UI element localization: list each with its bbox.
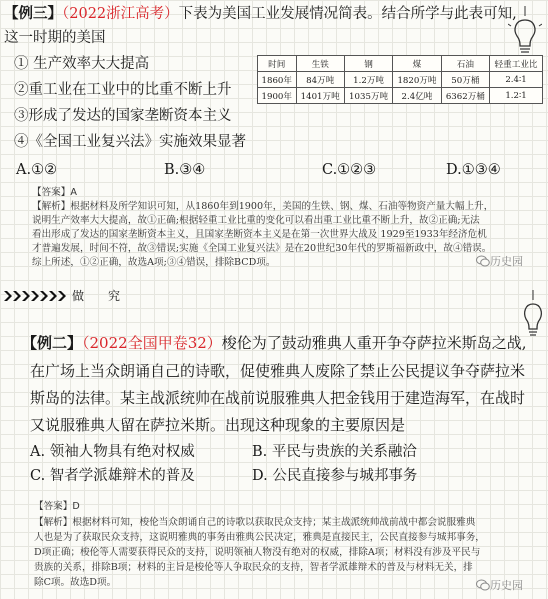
example3-statement-2: ②重工业在工业中的比重不断上升 [14, 82, 232, 98]
wechat-icon [476, 255, 490, 267]
wechat-icon [476, 579, 490, 591]
example2-analysis-line: 【解析】根据材料可知，梭伦当众朗诵自己的诗歌以获取民众支持；某主战派统帅战前战中都会说服雅典 [34, 517, 476, 528]
example3-statement-3: ③形成了发达的国家垄断资本主义 [14, 108, 232, 124]
example3-answer: 【答案】A [32, 187, 77, 198]
example2-tag: 【例二】 [22, 334, 83, 352]
example2-analysis-line: 人也是为了获取民众支持，这说明雅典的事务由雅典公民决定，雅典是直接民主，公民直接参与城邦事务， [34, 532, 485, 543]
example3-analysis-line: 才普遍发展，时间不符，故③错误;实施《全国工业复兴法》是在20世纪30年代的罗斯福新政中，故④错误。 [32, 243, 492, 254]
example3-analysis-line: 看出形成了发达的国家垄断资本主义，且国家垄断资本主义是在第一次世界大战及 1929至1933年经济危机 [32, 229, 487, 240]
example2-answer: 【答案】D [34, 501, 80, 512]
watermark-text: 历史园 [490, 579, 523, 592]
example3-stem-line2: 这一时期的美国 [4, 30, 106, 46]
example2-analysis-line: D项正确；梭伦等人需要获得民众的支持，说明领袖人物没有绝对的权威，排除A项；材料没有涉及平民与 [34, 547, 481, 558]
table-header-cell: 石油 [441, 56, 489, 72]
table-cell: 1.2∶1 [490, 88, 543, 104]
example2-option-d: D. 公民直接参与城邦事务 [252, 468, 418, 484]
table-cell: 1035万吨 [344, 88, 392, 104]
example2-option-b: B. 平民与贵族的关系融洽 [252, 444, 417, 460]
table-cell: 50万桶 [441, 72, 489, 88]
table-header-row [258, 56, 543, 72]
table-cell: 1900年 [258, 88, 297, 104]
example3-stem-text: 下表为美国工业发展情况简表。结合所学与此表可知, [178, 6, 517, 22]
example2-option-c: C. 智者学派雄辩术的普及 [30, 468, 195, 484]
example2-analysis-line: 除C项。故选D项。 [34, 577, 117, 588]
watermark [476, 574, 523, 593]
example3-statement-1: ① 生产效率大大提高 [14, 56, 150, 72]
example2-stem-line1 [22, 331, 527, 355]
table-cell: 6362万桶 [441, 88, 489, 104]
table-cell: 1860年 [258, 72, 297, 88]
example3-statement-4: ④《全国工业复兴法》实施效果显著 [14, 134, 246, 150]
table-cell: 2.4∶1 [490, 72, 543, 88]
example2-analysis-line: 贵族的关系，排除B项；材料的主旨是梭伦等人争取民众的支持，智者学派雄辩术的普及与材料无关，排 [34, 562, 473, 573]
watermark-text: 历史园 [490, 255, 523, 268]
example2-stem-line3: 斯岛的法律。某主战派统帅在战前说服雅典人把金钱用于建造海军，在战时 [30, 389, 526, 407]
example2-source: （2022全国甲卷32） [82, 334, 222, 352]
table-header-cell: 时间 [258, 56, 297, 72]
table-cell: 2.4亿吨 [393, 88, 441, 104]
lightbulb-icon [508, 6, 542, 66]
divider-label: 做 究 [72, 289, 121, 303]
example3-tag: 【例三】 [4, 5, 62, 22]
industry-table [257, 55, 543, 104]
table-row [258, 88, 543, 104]
watermark [476, 250, 523, 269]
table-header-cell: 轻重工业比 [490, 56, 543, 72]
example2-stem-line2: 在广场上当众朗诵自己的诗歌，促使雅典人废除了禁止公民提议争夺萨拉米 [30, 362, 526, 380]
table-cell: 1820万吨 [393, 72, 441, 88]
example3-option-d: D.①③④ [446, 162, 501, 178]
example3-analysis-line: 综上所述，①②正确，故选A项;③④错误，排除BCD项。 [32, 257, 276, 268]
table-header-cell: 煤 [393, 56, 441, 72]
table-cell: 1401万吨 [296, 88, 344, 104]
example2-option-a: A. 领袖人物具有绝对权威 [30, 444, 195, 460]
example3-analysis-line: 说明生产效率大大提高，故①正确;根据轻重工业比重的变化可以看出重工业比重不断上升，故②正确;无法 [32, 215, 480, 226]
example3-source: （2022浙江高考） [62, 6, 179, 22]
table-header-cell: 钢 [344, 56, 392, 72]
example2-stem-text: 梭伦为了鼓动雅典人重开争夺萨拉米斯岛之战, [221, 334, 527, 352]
example3-analysis-line: 【解析】根据材料及所学知识可知，从1860年到1900年，美国的生铁、钢、煤、石油等物资产量大幅上升， [32, 201, 494, 212]
chevrons-icon [4, 290, 66, 302]
table-cell: 84万吨 [296, 72, 344, 88]
table-header-cell: 生铁 [296, 56, 344, 72]
table-row [258, 72, 543, 88]
example2-stem-line4: 又说服雅典人留在萨拉米斯。出现这种现象的主要原因是 [30, 416, 406, 434]
section-divider [4, 287, 120, 304]
table-cell: 1.2万吨 [344, 72, 392, 88]
example3-option-a: A.①② [16, 162, 58, 178]
example3-stem-line1 [4, 2, 517, 26]
example3-option-b: B.③④ [164, 162, 206, 178]
example3-option-c: C.①②③ [322, 162, 377, 178]
